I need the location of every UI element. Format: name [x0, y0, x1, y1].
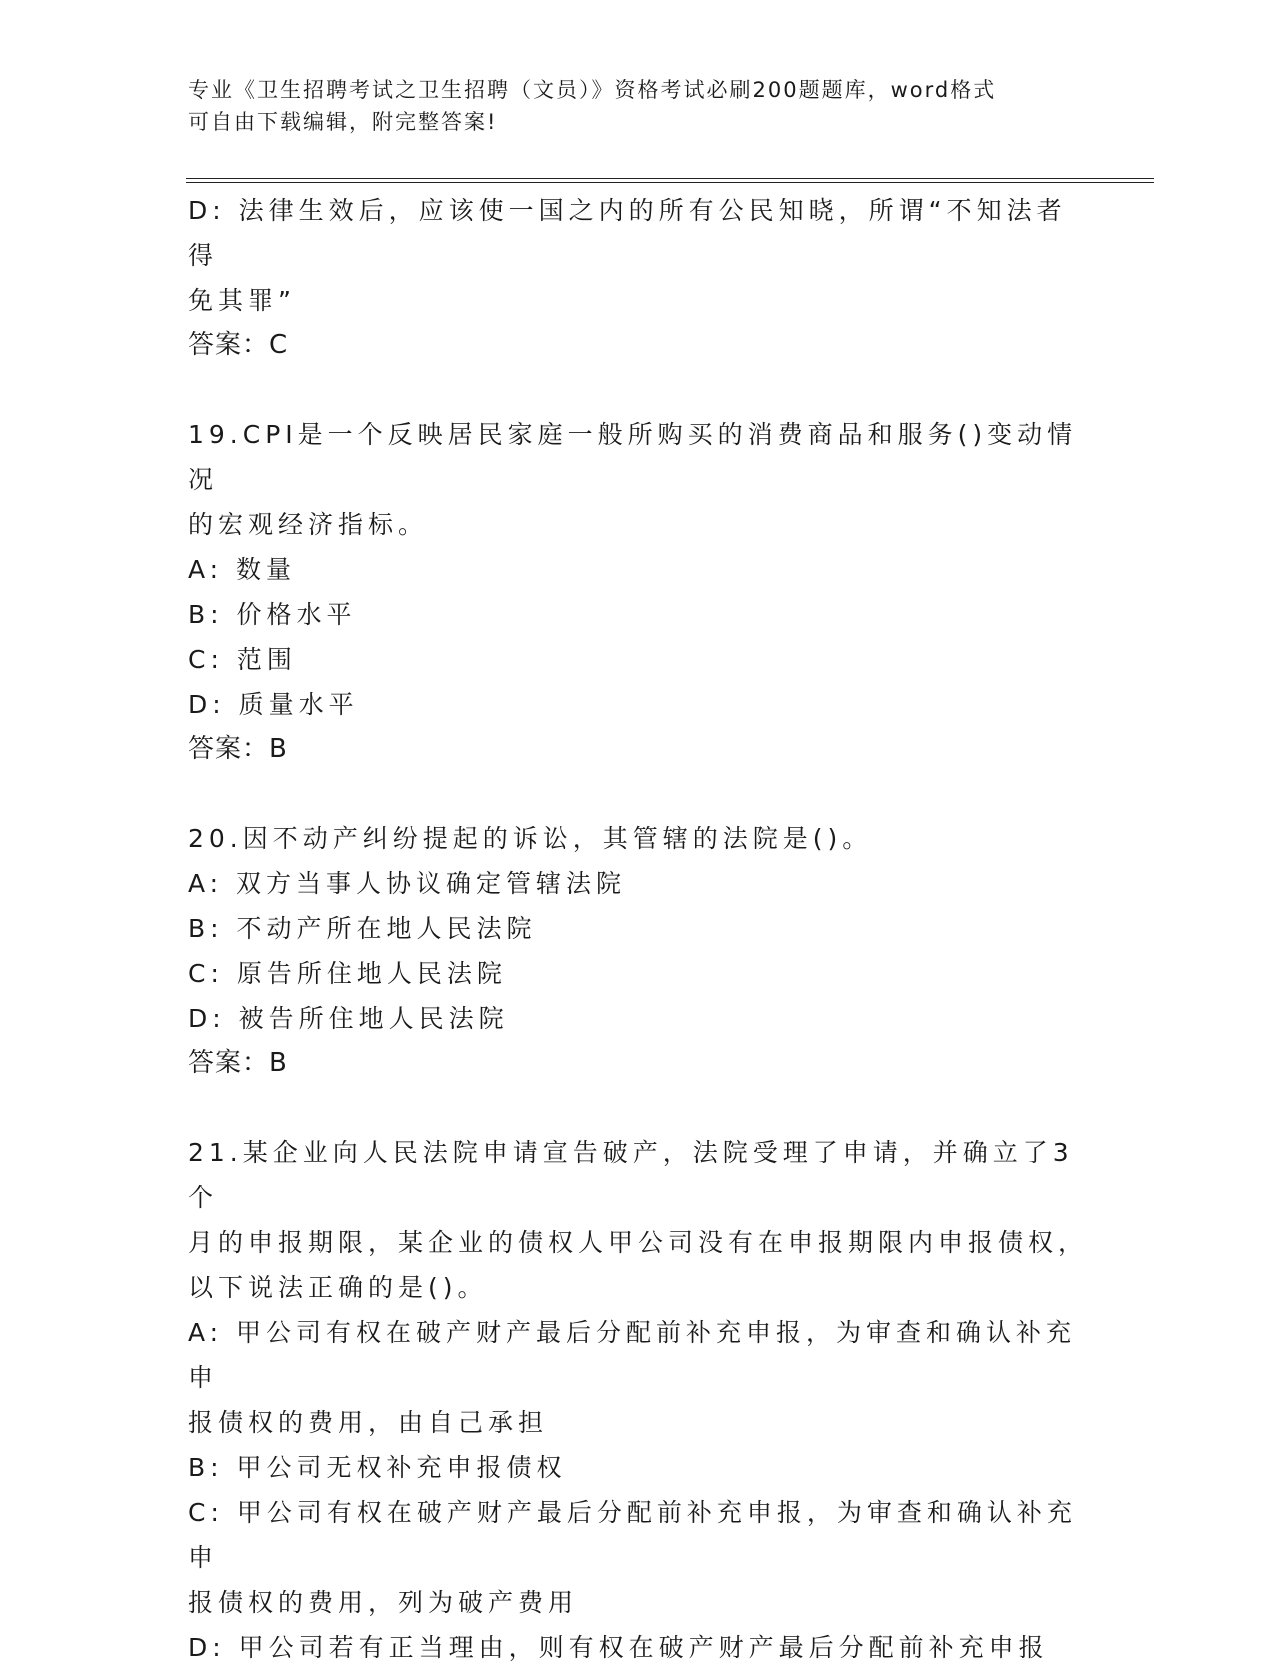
question-stem-line1: 20.因不动产纠纷提起的诉讼，其管辖的法院是()。	[188, 824, 873, 853]
option-a: A: 双方当事人协议确定管辖法院	[188, 869, 627, 898]
option-b: B: 甲公司无权补充申报债权	[188, 1453, 567, 1482]
option-a: A: 数量	[188, 555, 297, 584]
option-b: B: 价格水平	[188, 600, 357, 629]
question-stem-line1: 19.CPI是一个反映居民家庭一般所购买的消费商品和服务()变动情况	[188, 420, 1078, 494]
option-c: C: 范围	[188, 645, 297, 674]
option-d-line2: 免其罪”	[188, 286, 296, 315]
answer-label: 答案：C	[188, 330, 289, 360]
option-d-line1: D: 法律生效后，应该使一国之内的所有公民知晓，所谓“不知法者得	[188, 196, 1067, 270]
option-d: D: 甲公司若有正当理由，则有权在破产财产最后分配前补充申报	[188, 1633, 1049, 1662]
spacer	[188, 772, 1088, 816]
header-title-line1: 专业《卫生招聘考试之卫生招聘（文员）》资格考试必刷200题题库，word格式	[188, 78, 997, 102]
header-divider-top	[186, 178, 1154, 179]
header-title-line2: 可自由下载编辑，附完整答案!	[188, 110, 498, 134]
spacer	[188, 1086, 1088, 1130]
option-c-line1: C: 甲公司有权在破产财产最后分配前补充申报，为审查和确认补充申	[188, 1498, 1077, 1572]
question-19	[188, 412, 1088, 772]
question-stem-line2: 的宏观经济指标。	[188, 510, 429, 539]
option-a-line1: A: 甲公司有权在破产财产最后分配前补充申报，为审查和确认补充申	[188, 1318, 1077, 1392]
option-b: B: 不动产所在地人民法院	[188, 914, 537, 943]
document-header	[188, 74, 1068, 138]
option-a-line2: 报债权的费用，由自己承担	[188, 1408, 549, 1437]
header-divider-bottom	[186, 182, 1154, 183]
answer-label: 答案：B	[188, 734, 288, 764]
document-body	[188, 188, 1088, 1670]
option-d: D: 被告所住地人民法院	[188, 1004, 509, 1033]
spacer	[188, 368, 1088, 412]
question-20	[188, 816, 1088, 1086]
option-c: C: 原告所住地人民法院	[188, 959, 507, 988]
question-stem-line2: 月的申报期限，某企业的债权人甲公司没有在申报期限内申报债权，	[188, 1228, 1089, 1257]
question-stem-line1: 21.某企业向人民法院申请宣告破产，法院受理了申请，并确立了3个	[188, 1138, 1074, 1212]
option-d: D: 质量水平	[188, 690, 359, 719]
question-18-tail	[188, 188, 1088, 368]
answer-label: 答案：B	[188, 1048, 288, 1078]
question-21	[188, 1130, 1088, 1670]
question-stem-line3: 以下说法正确的是()。	[188, 1273, 488, 1302]
option-c-line2: 报债权的费用，列为破产费用	[188, 1588, 579, 1617]
